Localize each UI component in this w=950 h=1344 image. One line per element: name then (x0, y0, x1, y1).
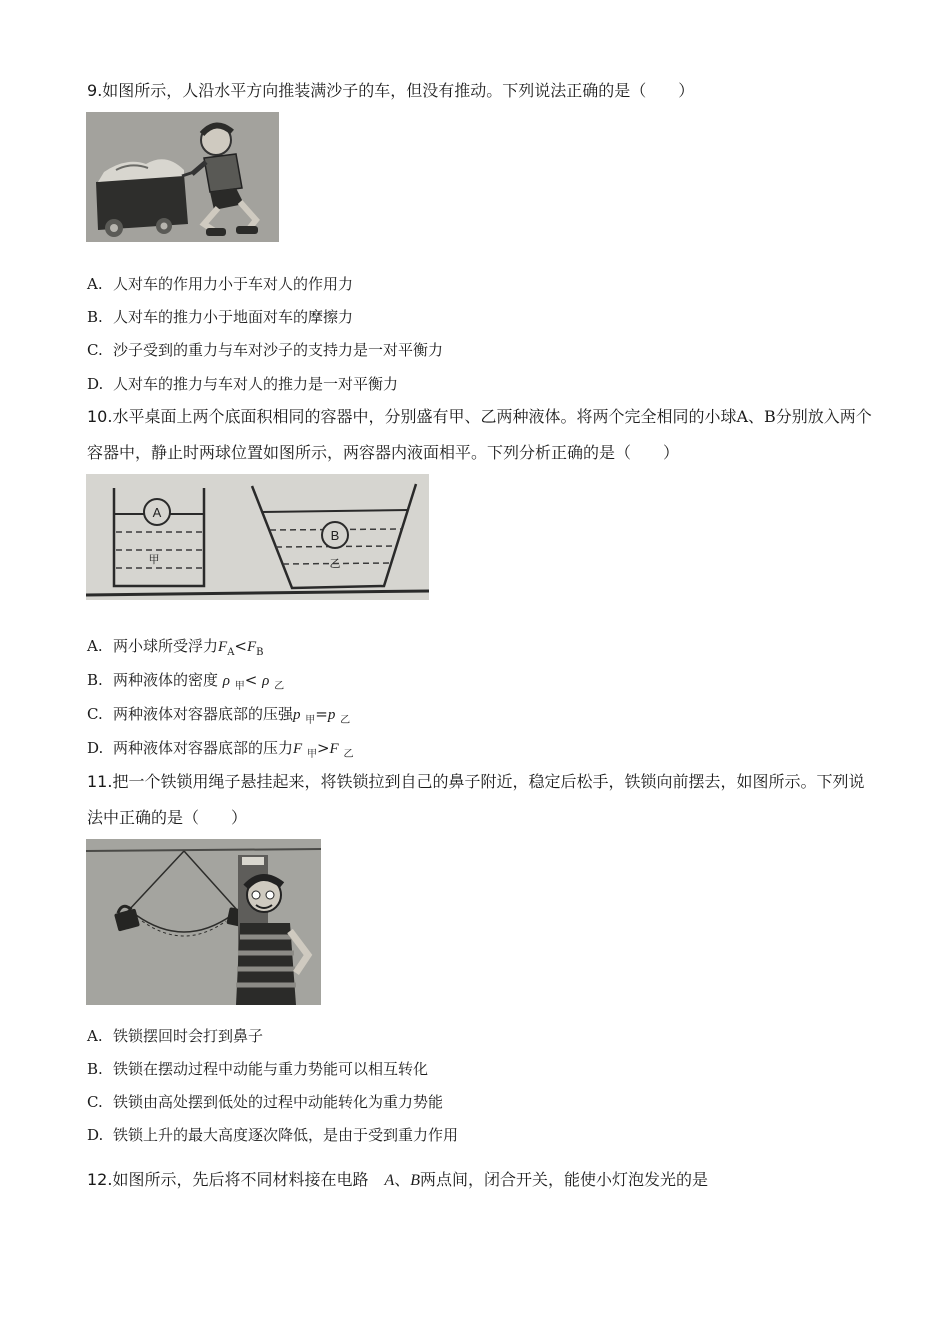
question-11-option-a[interactable] (87, 1026, 263, 1046)
option-text: 两种液体的密度 (113, 671, 219, 689)
question-11-option-c[interactable] (87, 1092, 443, 1112)
density-symbol: ρ (222, 673, 230, 689)
force-symbol: F (218, 639, 228, 655)
question-text: .如图所示，人沿水平方向推装满沙子的车，但没有推动。下列说法正确的是（ ） (97, 81, 695, 100)
relation-symbol: > (316, 739, 330, 757)
option-text: 铁锁由高处摆到低处的过程中动能转化为重力势能 (113, 1093, 444, 1111)
density-symbol: ρ (262, 673, 270, 689)
question-text: 两点间，闭合开关，能使小灯泡发光的是 (420, 1170, 709, 1189)
relation-symbol: < (244, 671, 258, 689)
question-text: .把一个铁锁用绳子悬挂起来，将铁锁拉到自己的鼻子附近，稳定后松手，铁锁向前摆去，如图所示。下列说法中正确的是（ ） (87, 772, 865, 827)
question-10-option-b[interactable] (87, 670, 284, 697)
subscript: 乙 (274, 681, 285, 692)
option-letter: D. (87, 375, 104, 393)
option-text: 沙子受到的重力与车对沙子的支持力是一对平衡力 (113, 341, 444, 359)
option-letter: B. (87, 671, 103, 689)
question-11-option-b[interactable] (87, 1059, 428, 1079)
force-symbol: F (247, 639, 257, 655)
question-9-option-a[interactable] (87, 274, 353, 294)
ball-a-label: A (152, 505, 162, 520)
option-letter: A. (87, 275, 103, 293)
question-11-stem (87, 764, 877, 836)
liquid-a-label: 甲 (148, 553, 160, 566)
option-text: 人对车的推力与车对人的推力是一对平衡力 (113, 375, 399, 393)
subscript: 甲 (234, 681, 245, 692)
subscript: 甲 (306, 749, 317, 760)
question-9-option-d[interactable] (87, 374, 398, 394)
option-letter: B. (87, 308, 103, 326)
subscript: B (256, 647, 264, 658)
point-b-label: B (410, 1172, 421, 1189)
separator: 、 (394, 1170, 411, 1189)
pressure-symbol: p (293, 707, 301, 723)
question-9-option-b[interactable] (87, 307, 353, 327)
option-text: 人对车的推力小于地面对车的摩擦力 (113, 308, 354, 326)
relation-symbol: = (315, 705, 328, 723)
question-number: 11 (87, 772, 108, 791)
question-11-option-d[interactable] (87, 1125, 458, 1145)
option-text: 铁锁上升的最大高度逐次降低，是由于受到重力作用 (113, 1126, 459, 1144)
question-number: 9 (87, 81, 98, 100)
option-text: 两种液体对容器底部的压力 (113, 739, 294, 757)
question-number: 12 (87, 1170, 108, 1189)
question-12-stem (87, 1162, 877, 1199)
option-letter: B. (87, 1060, 103, 1078)
question-9-option-c[interactable] (87, 340, 443, 360)
pressure-symbol: p (327, 707, 336, 723)
option-letter: C. (87, 705, 103, 723)
option-text: 铁锁摆回时会打到鼻子 (113, 1027, 264, 1045)
option-text: 两种液体对容器底部的压强 (113, 705, 294, 723)
option-letter: D. (87, 1126, 104, 1144)
subscript: 甲 (305, 715, 316, 726)
question-9-stem (87, 73, 877, 109)
option-letter: C. (87, 1093, 103, 1111)
question-number: 10 (87, 407, 108, 426)
point-a-label: A (384, 1172, 395, 1189)
ball-b-label: B (330, 528, 340, 543)
option-letter: A. (87, 637, 103, 655)
option-letter: D. (87, 739, 104, 757)
option-text: 人对车的作用力小于车对人的作用力 (113, 275, 354, 293)
liquid-b-label: 乙 (329, 557, 341, 570)
push-cart-figure (86, 112, 279, 242)
containers-figure (86, 474, 429, 600)
subscript: A (227, 647, 235, 658)
question-text: .水平桌面上两个底面积相同的容器中，分别盛有甲、乙两种液体。将两个完全相同的小球A、B分别放入两个容器中，静止时两球位置如图所示，两容器内液面相平。下列分析正确的是（ ） (87, 407, 872, 462)
subscript: 乙 (343, 749, 354, 760)
question-10-option-c[interactable] (87, 704, 350, 731)
option-text: 铁锁在摆动过程中动能与重力势能可以相互转化 (113, 1060, 429, 1078)
option-letter: C. (87, 341, 103, 359)
subscript: 乙 (340, 715, 351, 726)
relation-symbol: < (234, 637, 247, 655)
pendulum-lock-figure (86, 839, 321, 1005)
question-10-option-d[interactable] (87, 738, 354, 765)
force-symbol: F (293, 741, 303, 757)
force-symbol: F (329, 741, 339, 757)
option-letter: A. (87, 1027, 103, 1045)
question-10-stem (87, 399, 877, 471)
question-text: .如图所示，先后将不同材料接在电路 (107, 1170, 385, 1189)
option-text: 两小球所受浮力 (113, 637, 219, 655)
question-10-option-a[interactable] (87, 636, 264, 663)
